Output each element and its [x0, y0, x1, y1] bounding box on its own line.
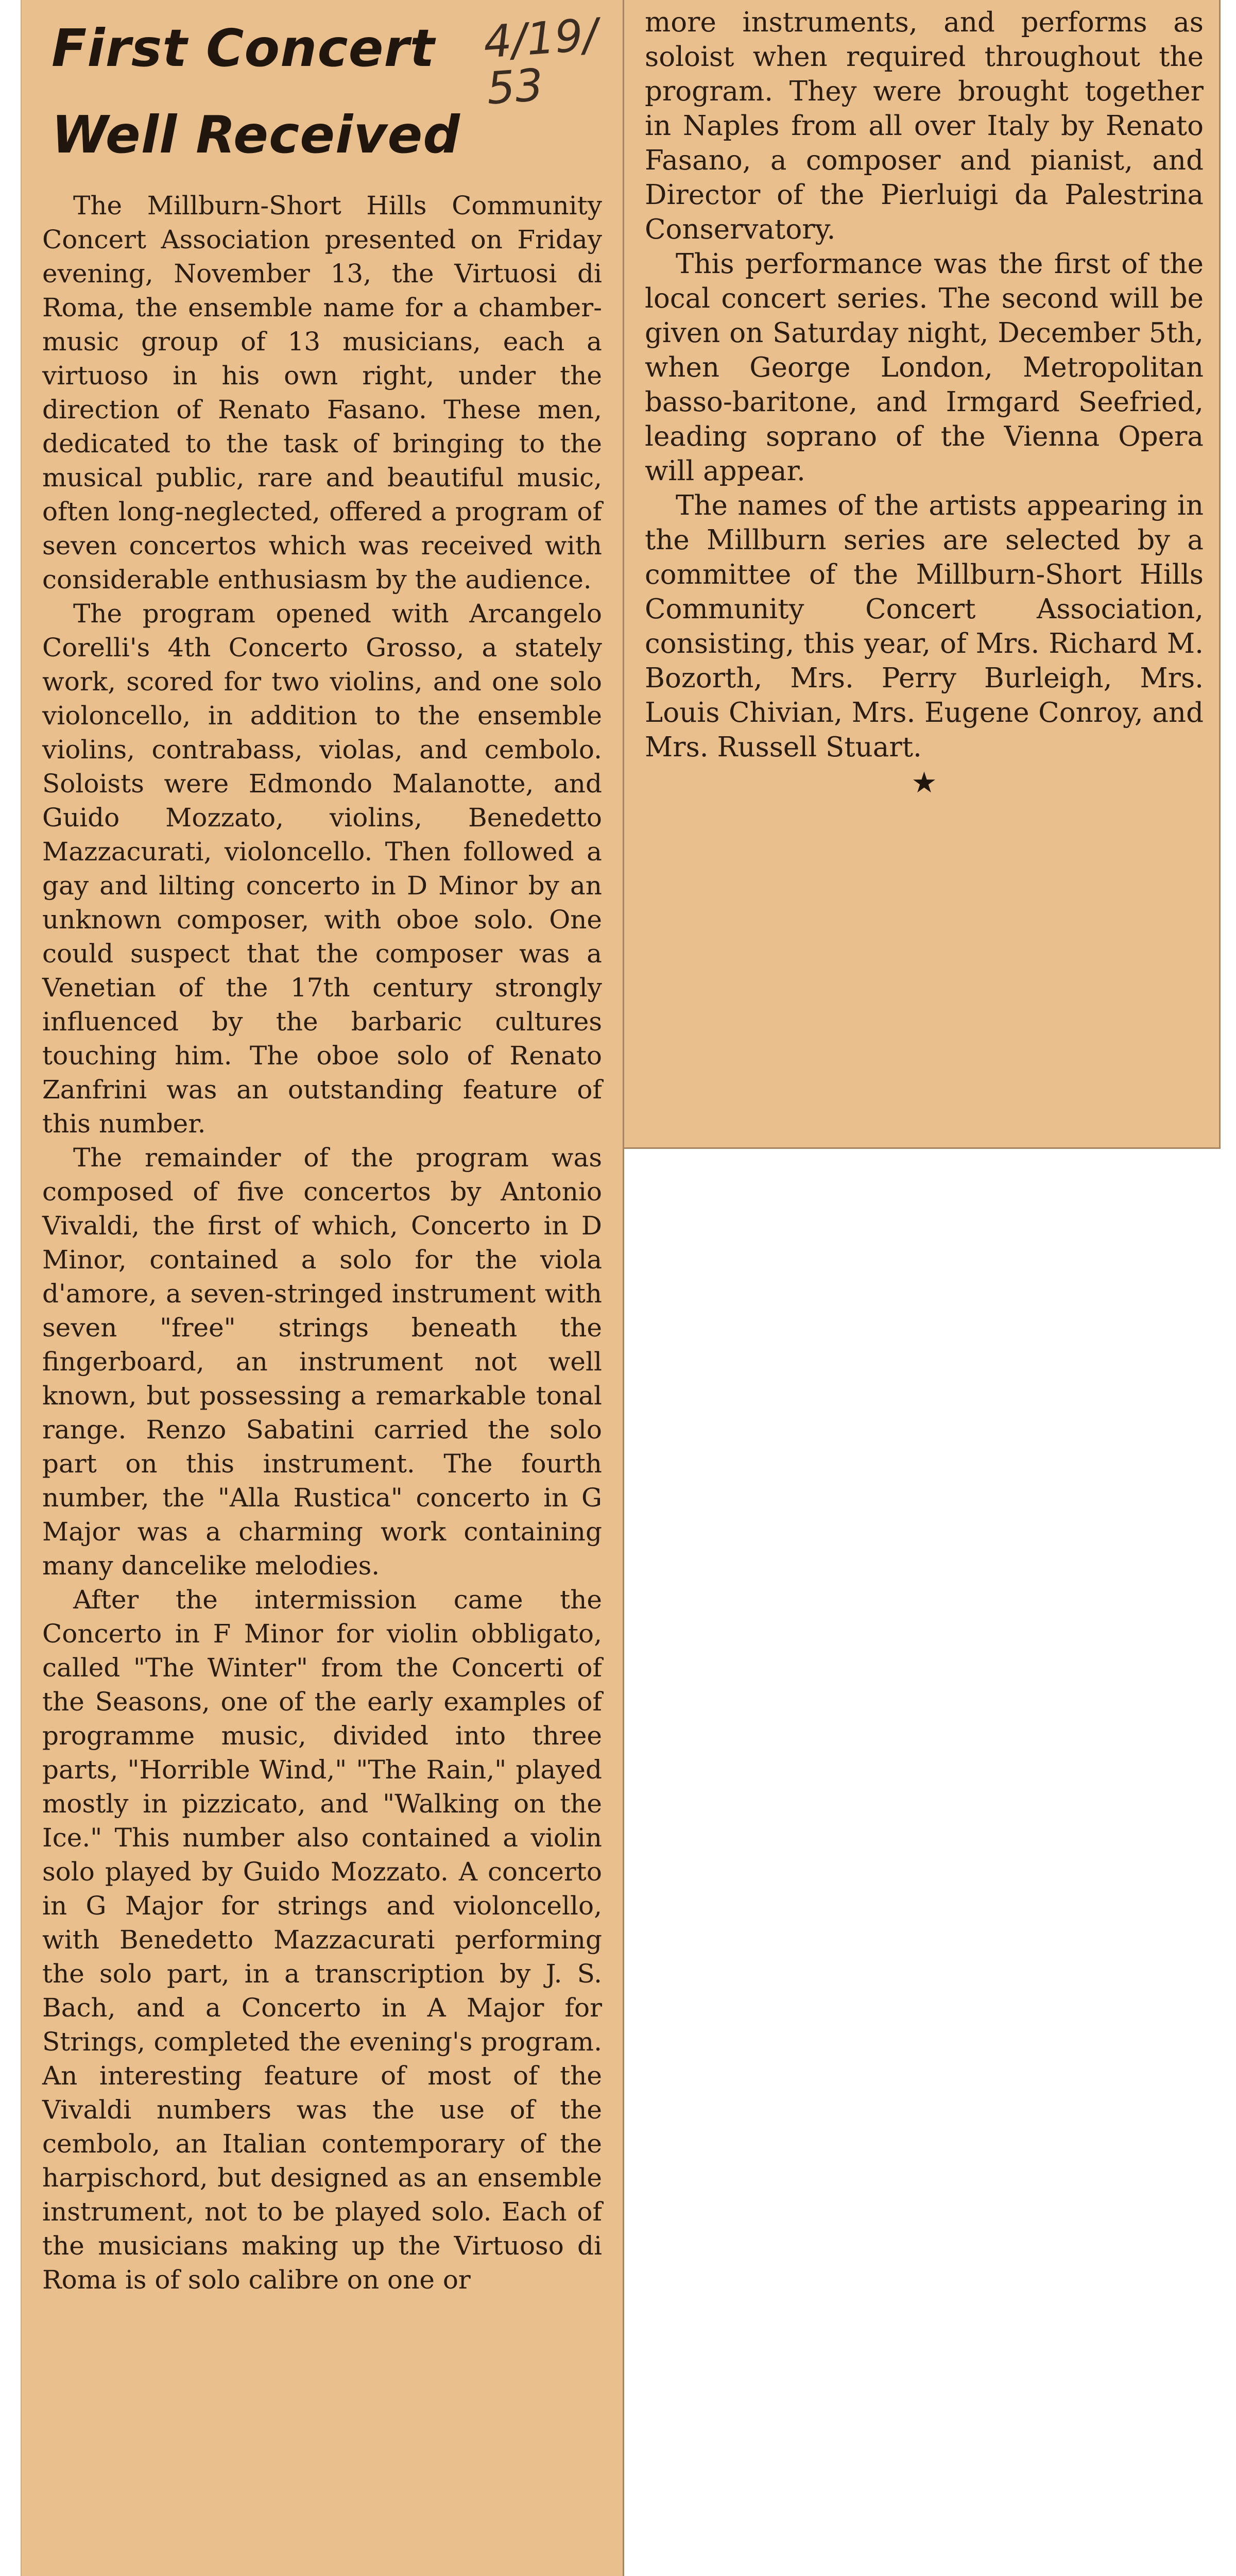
paragraph-6: This performance was the first of the local concert series. The second will be given on Saturday night, December 5th, when George London, Metropolitan basso-baritone, and Irmgard Seefried, leading soprano of the Vienna Opera will appear.	[645, 248, 1204, 487]
paragraph-5: more instruments, and performs as soloist when required throughout the program. They were brought together in Naples from all over Italy by Renato Fasano, a composer and pianist, and Director of the Pierluigi da Palestrina Conservatory.	[645, 7, 1204, 245]
end-mark-star-icon: ★	[911, 766, 937, 800]
article-left-column	[21, 0, 624, 2576]
paragraph-4: After the intermission came the Concerto in F Minor for violin obbligato, called "The Winter" from the Concerti of the Seasons, one of the early examples of programme music, divided into three parts, "Horrible Wind," "The Rain," played mostly in pizzicato, and "Walking on the Ice." This number also contained a violin solo played by Guido Mozzato. A concerto in G Major for strings and violoncello, with Benedetto Mazzacurati performing the solo part, in a transcription by J. S. Bach, and a Concerto in A Major for Strings, completed the evening's program. An interesting feature of most of the Vivaldi numbers was the use of the cembolo, an Italian contemporary of the harpischord, but designed as an ensemble instrument, not to be played solo. Each of the musicians making up the Virtuoso di Roma is of solo calibre on one or	[42, 1585, 602, 2295]
headline-line-2: Well Received	[52, 105, 460, 165]
article-right-column	[624, 0, 1221, 1149]
paragraph-7: The names of the artists appearing in the Millburn series are selected by a committee of the Millburn-Short Hills Community Concert Association, consisting, this year, of Mrs. Richard M. Bozorth, Mrs. Perry Burleigh, Mrs. Louis Chivian, Mrs. Eugene Conroy, and Mrs. Russell Stuart.	[645, 490, 1204, 763]
paragraph-1: The Millburn-Short Hills Community Concert Association presented on Friday evening, November 13, the Virtuosi di Roma, the ensemble name for a chamber-music group of 13 musicians, each a virtuoso in his own right, under the direction of Renato Fasano. These men, dedicated to the task of bringing to the musical public, rare and beautiful music, often long-neglected, offered a program of seven concertos which was received with considerable enthusiasm by the audience.	[42, 191, 602, 595]
paragraph-2: The program opened with Arcangelo Corelli's 4th Concerto Grosso, a stately work, scored for two violins, and one solo violoncello, in addition to the ensemble violins, contrabass, violas, and cembolo. Soloists were Edmondo Malanotte, and Guido Mozzato, violins, Benedetto Mazzacurati, violoncello. Then followed a gay and lilting concerto in D Minor by an unknown composer, with oboe solo. One could suspect that the composer was a Venetian of the 17th century strongly influenced by the barbaric cultures touching him. The oboe solo of Renato Zanfrini was an outstanding feature of this number.	[42, 599, 602, 1139]
paragraph-3: The remainder of the program was composed of five concertos by Antonio Vivaldi, the first of which, Concerto in D Minor, contained a solo for the viola d'amore, a seven-stringed instrument with seven "free" strings beneath the fingerboard, an instrument not well known, but possessing a remarkable tonal range. Renzo Sabatini carried the solo part on this instrument. The fourth number, the "Alla Rustica" concerto in G Major was a charming work containing many dancelike melodies.	[42, 1143, 602, 1581]
handwritten-date: 4/19/ 53	[482, 9, 600, 115]
headline-line-1: First Concert	[52, 18, 435, 78]
